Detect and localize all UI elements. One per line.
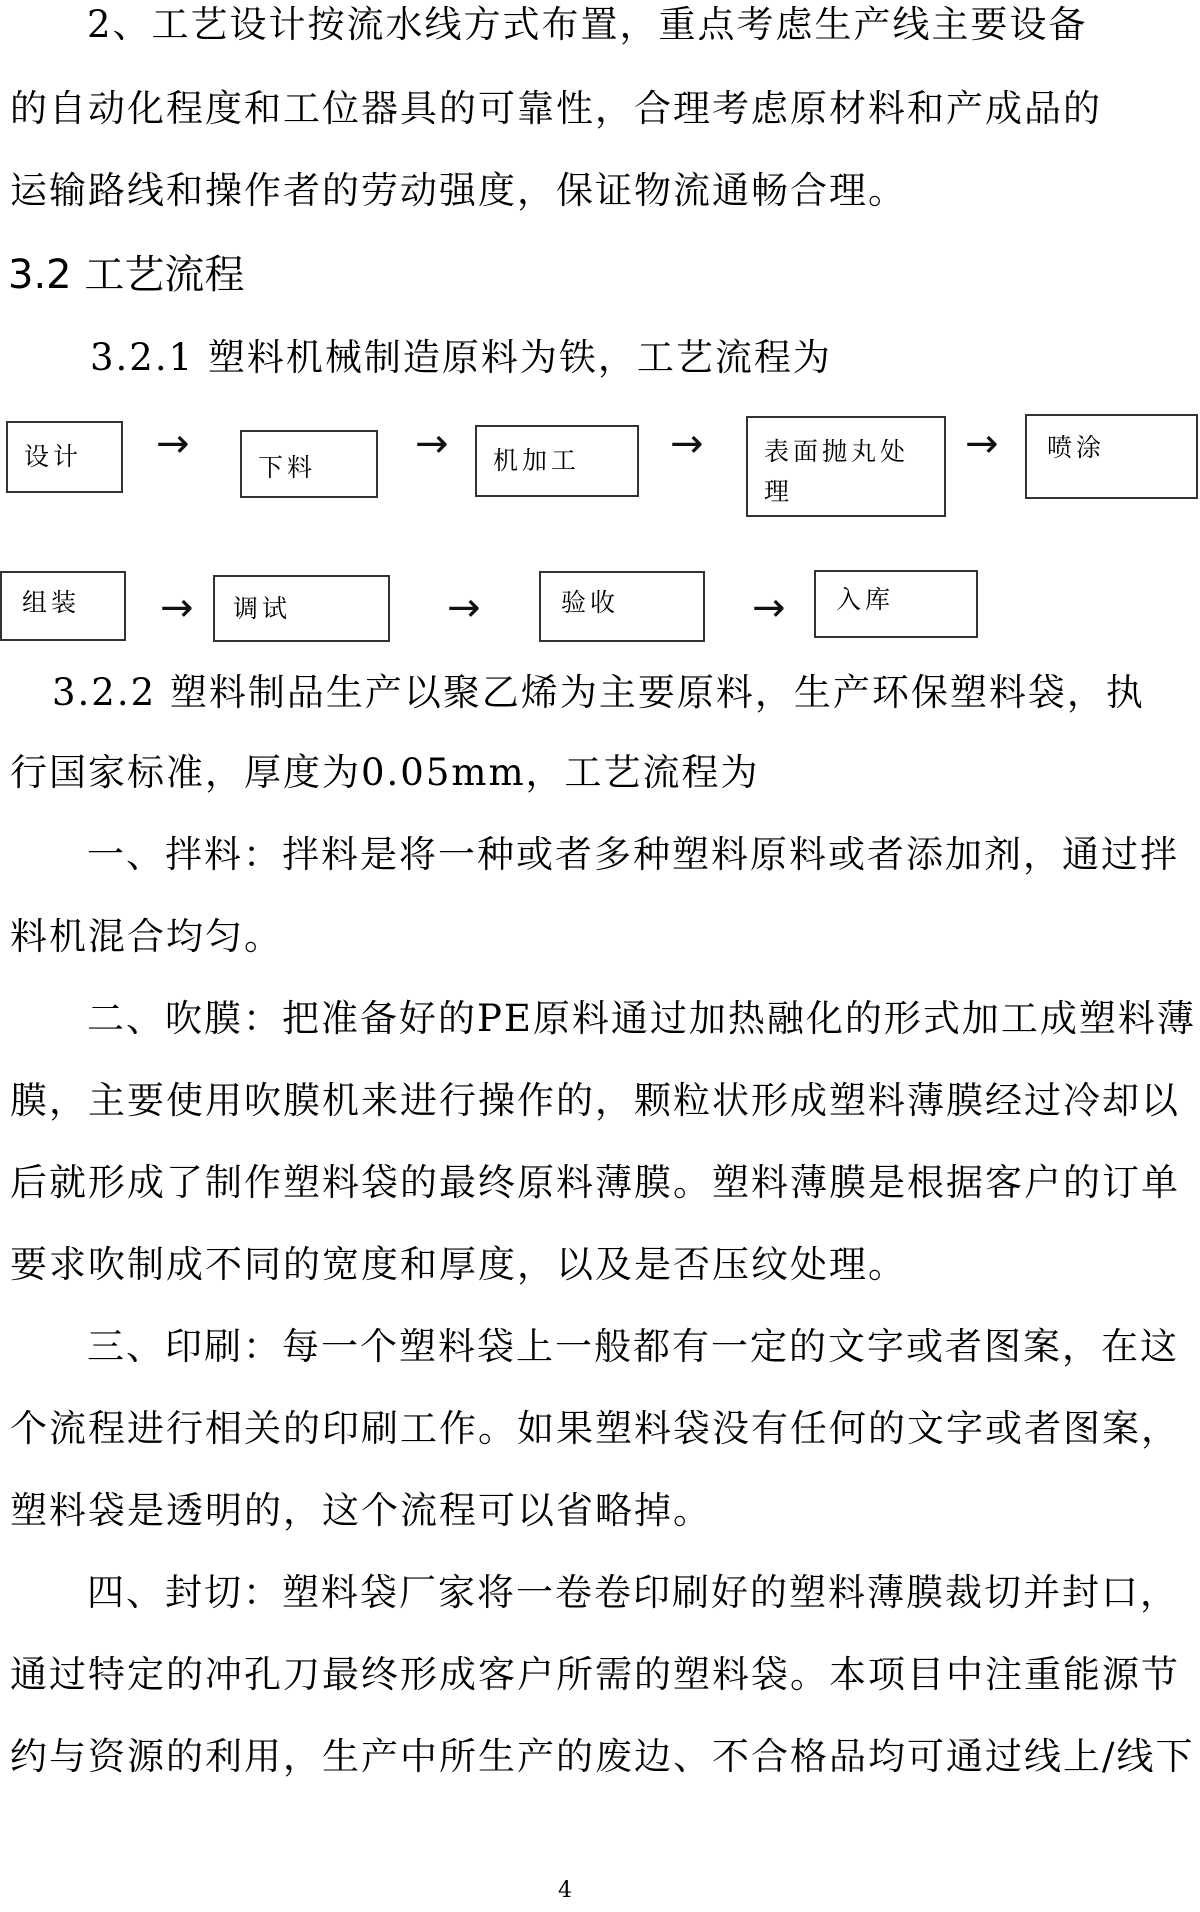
flow-step-label: 机加工	[493, 446, 581, 475]
subsection-heading: 3.2.1 塑料机械制造原料为铁，工艺流程为	[90, 336, 832, 379]
text-line: 塑料袋是透明的，这个流程可以省略掉。	[10, 1489, 712, 1532]
flow-step-label: 表面抛丸处理	[764, 437, 910, 506]
text-line: 要求吹制成不同的宽度和厚度，以及是否压纹处理。	[10, 1243, 907, 1286]
text-line: 3.2.2 塑料制品生产以聚乙烯为主要原料，生产环保塑料袋，执	[52, 671, 1145, 714]
flow-step-label: 验收	[561, 588, 620, 617]
text-line: 个流程进行相关的印刷工作。如果塑料袋没有任何的文字或者图案，	[10, 1407, 1180, 1450]
flow-step-machining	[475, 425, 639, 497]
flow-step-label: 入库	[836, 585, 895, 614]
flow-step-design	[6, 421, 123, 493]
text-line: 膜，主要使用吹膜机来进行操作的，颗粒状形成塑料薄膜经过冷却以	[10, 1079, 1180, 1122]
flow-step-label: 调试	[233, 594, 292, 623]
text-line: 四、封切：塑料袋厂家将一卷卷印刷好的塑料薄膜裁切并封口，	[87, 1571, 1179, 1614]
text-line: 约与资源的利用，生产中所生产的废边、不合格品均可通过线上/线下	[10, 1735, 1195, 1778]
flow-step-label: 设计	[24, 442, 83, 471]
flow-step-label: 下料	[258, 453, 317, 482]
flow-arrow: →	[670, 421, 704, 467]
flow-step-warehousing	[814, 570, 978, 638]
flow-step-spraying	[1025, 414, 1198, 499]
text-line: 后就形成了制作塑料袋的最终原料薄膜。塑料薄膜是根据客户的订单	[10, 1161, 1180, 1204]
page-number: 4	[558, 1878, 572, 1903]
text-line: 一、拌料：拌料是将一种或者多种塑料原料或者添加剂，通过拌	[87, 833, 1179, 876]
text-line: 料机混合均匀。	[10, 915, 283, 958]
text-line: 二、吹膜：把准备好的PE原料通过加热融化的形式加工成塑料薄	[87, 997, 1196, 1040]
flow-step-assembly	[0, 571, 126, 641]
flow-arrow: →	[965, 421, 999, 467]
text-line: 行国家标准，厚度为0.05mm，工艺流程为	[10, 751, 760, 794]
text-line: 2、工艺设计按流水线方式布置，重点考虑生产线主要设备	[87, 3, 1088, 46]
flow-step-debugging	[213, 575, 390, 642]
flow-step-cutting	[240, 430, 378, 498]
text-line: 通过特定的冲孔刀最终形成客户所需的塑料袋。本项目中注重能源节	[10, 1653, 1180, 1696]
text-line: 的自动化程度和工位器具的可靠性，合理考虑原材料和产成品的	[10, 87, 1102, 130]
flow-arrow: →	[156, 421, 190, 467]
flow-step-label: 喷涂	[1047, 433, 1106, 462]
flow-arrow: →	[415, 421, 449, 467]
flow-step-inspection	[539, 571, 705, 642]
text-line: 运输路线和操作者的劳动强度，保证物流通畅合理。	[10, 169, 907, 212]
flow-arrow: →	[447, 585, 481, 631]
flow-step-shot-blasting	[746, 416, 946, 517]
section-heading: 3.2 工艺流程	[8, 252, 245, 298]
flow-step-label: 组装	[22, 588, 81, 617]
flow-arrow: →	[752, 585, 786, 631]
flow-arrow: →	[160, 585, 194, 631]
text-line: 三、印刷：每一个塑料袋上一般都有一定的文字或者图案，在这	[87, 1325, 1179, 1368]
